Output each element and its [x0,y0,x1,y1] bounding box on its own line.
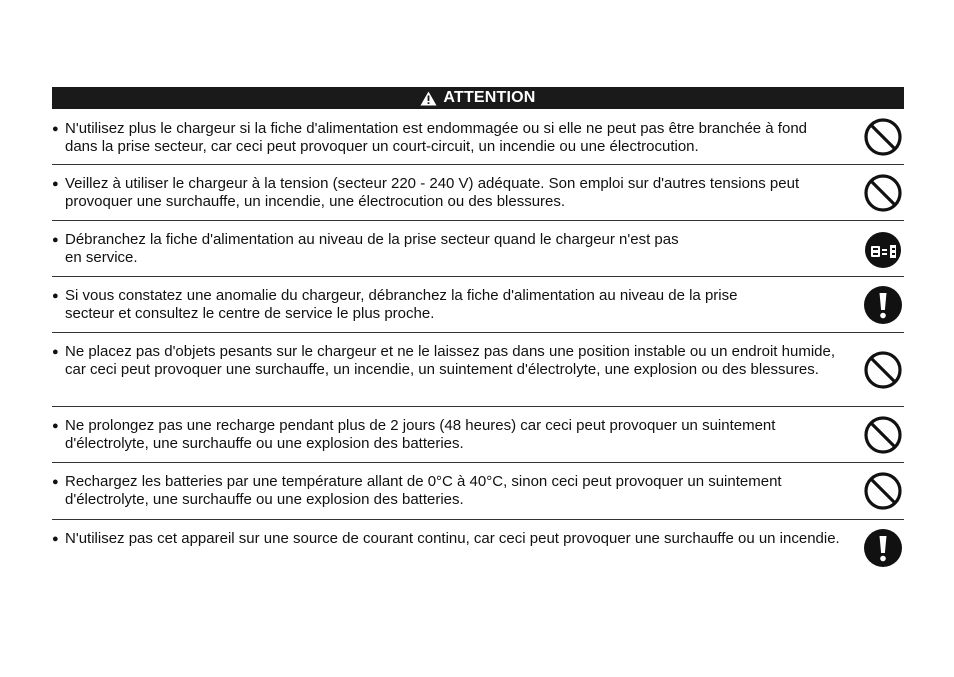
attention-title: ATTENTION [443,89,536,106]
bullet-icon: ● [52,290,59,302]
warning-item-text: Débranchez la fiche d'alimentation au niveau de la prise secteur quand le chargeur n'est pas en service. [65,231,679,266]
bullet-icon: ● [52,234,59,246]
warning-item-1 [52,109,904,165]
attention-header [52,87,904,109]
bullet-icon: ● [52,420,59,432]
bullet-icon: ● [52,123,59,135]
warning-item-7 [52,463,904,520]
exclamation-icon [863,528,903,568]
unplug-icon [863,229,903,269]
warning-item-text: Rechargez les batteries par une température allant de 0°C à 40°C, sinon ceci peut provoquer un suintement d'électrolyte, une surchauffe ou une explosion des batteries. [65,473,782,508]
warning-item-4 [52,277,904,333]
prohibited-icon [863,415,903,455]
warning-item-6 [52,407,904,463]
prohibited-icon [863,173,903,213]
prohibited-icon [863,117,903,157]
prohibited-icon [863,350,903,390]
warning-item-text: Si vous constatez une anomalie du chargeur, débranchez la fiche d'alimentation au niveau de la prise secteur et consultez le centre de service le plus proche. [65,287,738,322]
warning-item-3 [52,221,904,277]
warning-item-text: N'utilisez plus le chargeur si la fiche d'alimentation est endommagée ou si elle ne peut pas être branchée à fond dans la prise secteur, car ceci peut provoquer un court-circuit, un incendie ou une électrocution. [65,120,808,155]
warning-item-text: Ne placez pas d'objets pesants sur le chargeur et ne le laissez pas dans une position instable ou un endroit humide, car ceci peut provoquer une surchauffe, un incendie, un suintement d'électrolyte, une explosion ou des blessures. [65,343,836,378]
warning-triangle-icon [420,91,437,106]
bullet-icon: ● [52,178,59,190]
warning-item-5 [52,333,904,407]
warning-item-text: Ne prolongez pas une recharge pendant plus de 2 jours (48 heures) car ceci peut provoquer un suintement d'électrolyte, une surchauffe ou une explosion des batteries. [65,417,776,452]
warning-item-2 [52,165,904,221]
bullet-icon: ● [52,346,59,358]
attention-section [52,87,904,576]
exclamation-icon [863,285,903,325]
bullet-icon: ● [52,533,59,545]
prohibited-icon [863,471,903,511]
bullet-icon: ● [52,476,59,488]
warning-item-8 [52,520,904,576]
warning-item-text: N'utilisez pas cet appareil sur une source de courant continu, car ceci peut provoquer une surchauffe ou un incendie. [65,530,840,547]
warning-item-text: Veillez à utiliser le chargeur à la tension (secteur 220 - 240 V) adéquate. Son emploi sur d'autres tensions peut provoquer une surchauffe, un incendie, une électrocution ou des blessures. [65,175,800,210]
